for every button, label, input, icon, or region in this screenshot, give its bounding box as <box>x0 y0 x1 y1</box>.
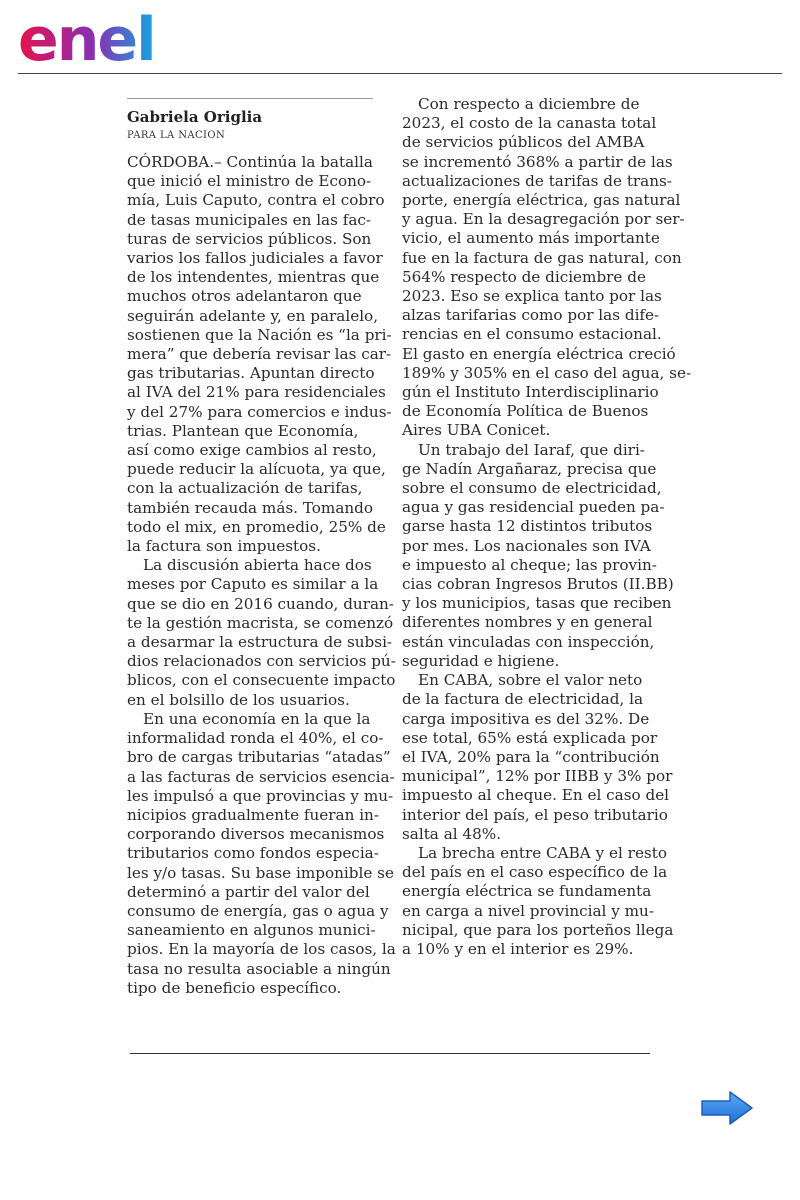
text-line: blicos, con el consecuente impacto <box>127 671 396 690</box>
text-line: nicipal, que para los porteños llega <box>402 920 674 939</box>
text-line: cias cobran Ingresos Brutos (II.BB) <box>402 575 674 594</box>
text-line: así como exige cambios al resto, <box>127 441 377 460</box>
text-line: determinó a partir del valor del <box>127 882 370 901</box>
text-line: seguridad e higiene. <box>402 651 560 670</box>
text-line: y los municipios, tasas que reciben <box>402 594 672 613</box>
article-column-left <box>127 153 396 998</box>
text-line: Con respecto a diciembre de <box>418 95 640 113</box>
text-line: varios los fallos judiciales a favor <box>127 249 383 268</box>
text-line: a 10% y en el interior es 29%. <box>402 939 634 958</box>
text-line: gún el Instituto Interdisciplinario <box>402 383 659 402</box>
text-line: y del 27% para comercios e indus- <box>127 402 392 421</box>
text-line: gas tributarias. Apuntan directo <box>127 364 375 383</box>
text-line: a desarmar la estructura de subsi- <box>127 633 393 652</box>
text-line: La brecha entre CABA y el resto <box>418 843 667 862</box>
text-line: energía eléctrica se fundamenta <box>402 882 652 901</box>
text-line: pios. En la mayoría de los casos, la <box>127 940 396 959</box>
text-line: que inició el ministro de Econo- <box>127 172 372 191</box>
text-line: informalidad ronda el 40%, el co- <box>127 729 384 748</box>
text-line: 2023. Eso se explica tanto por las <box>402 287 662 306</box>
text-line: bro de cargas tributarias “atadas” <box>127 748 391 767</box>
text-line: les y/o tasas. Su base imponible se <box>127 863 394 882</box>
text-line: todo el mix, en promedio, 25% de <box>127 517 386 536</box>
text-line: al IVA del 21% para residenciales <box>127 383 386 402</box>
header-divider <box>18 73 782 74</box>
text-line: mera” que debería revisar las car- <box>127 345 392 364</box>
text-line: sobre el consumo de electricidad, <box>402 479 662 498</box>
text-line: tipo de beneficio específico. <box>127 978 342 997</box>
text-line: del país en el caso específico de la <box>402 863 668 882</box>
text-line: consumo de energía, gas o agua y <box>127 901 389 920</box>
text-line: garse hasta 12 distintos tributos <box>402 517 653 536</box>
text-line: municipal”, 12% por IIBB y 3% por <box>402 767 673 786</box>
text-line: seguirán adelante y, en paralelo, <box>127 306 379 325</box>
text-line: vicio, el aumento más importante <box>402 229 660 248</box>
text-line: les impulsó a que provincias y mu- <box>127 786 394 805</box>
footer-divider <box>130 1053 650 1054</box>
text-line: e impuesto al cheque; las provin- <box>402 555 657 574</box>
text-line: sostienen que la Nación es “la pri- <box>127 325 392 344</box>
text-line: agua y gas residencial pueden pa- <box>402 498 665 517</box>
text-line: meses por Caputo es similar a la <box>127 575 379 594</box>
text-line: de Economía Política de Buenos <box>402 402 649 421</box>
byline-rule <box>127 98 373 99</box>
text-line: diferentes nombres y en general <box>402 613 653 632</box>
text-line: de servicios públicos del AMBA <box>402 133 645 152</box>
text-line: ge Nadín Argañaraz, precisa que <box>402 459 657 478</box>
author-name: Gabriela Origlia <box>127 108 263 126</box>
text-line: mía, Luis Caputo, contra el cobro <box>127 191 385 210</box>
text-line: La discusión abierta hace dos <box>143 556 372 575</box>
text-line: interior del país, el peso tributario <box>402 805 668 824</box>
text-line: el IVA, 20% para la “contribución <box>402 747 660 766</box>
text-line: 189% y 305% en el caso del agua, se- <box>402 363 692 382</box>
next-arrow-icon[interactable] <box>700 1090 754 1126</box>
article-column-right <box>402 95 692 959</box>
text-line: porte, energía eléctrica, gas natural <box>402 191 681 210</box>
text-line: corporando diversos mecanismos <box>127 825 385 844</box>
text-line: en el bolsillo de los usuarios. <box>127 690 350 709</box>
author-source: PARA LA NACION <box>127 130 226 141</box>
text-line: de la factura de electricidad, la <box>402 690 644 709</box>
text-line: a las facturas de servicios esencia- <box>127 767 395 786</box>
text-line: nicipios gradualmente fueran in- <box>127 805 379 824</box>
text-line: en carga a nivel provincial y mu- <box>402 901 654 920</box>
text-line: tasa no resulta asociable a ningún <box>127 959 391 978</box>
text-line: rencias en el consumo estacional. <box>402 325 662 344</box>
text-line: turas de servicios públicos. Son <box>127 229 372 248</box>
text-line: 564% respecto de diciembre de <box>402 267 646 286</box>
text-line: te la gestión macrista, se comenzó <box>127 613 394 632</box>
text-line: la factura son impuestos. <box>127 537 321 556</box>
text-line: dios relacionados con servicios pú- <box>127 652 396 671</box>
text-line: salta al 48%. <box>402 824 502 843</box>
logo-wordmark: enel <box>18 8 155 68</box>
text-line: saneamiento en algunos munici- <box>127 921 376 940</box>
text-line: de tasas municipales en las fac- <box>127 210 372 229</box>
text-line: puede reducir la alícuota, ya que, <box>127 460 386 479</box>
text-line: impuesto al cheque. En el caso del <box>402 786 670 805</box>
enel-logo <box>18 8 170 68</box>
text-line: fue en la factura de gas natural, con <box>402 248 682 267</box>
text-line: que se dio en 2016 cuando, duran- <box>127 594 394 613</box>
text-line: trias. Plantean que Economía, <box>127 421 359 440</box>
text-line: En CABA, sobre el valor neto <box>418 671 643 690</box>
text-line: ese total, 65% está explicada por <box>402 728 658 747</box>
text-line: están vinculadas con inspección, <box>402 632 655 651</box>
text-line: tributarios como fondos especia- <box>127 844 379 863</box>
text-line: Un trabajo del Iaraf, que diri- <box>418 440 645 459</box>
text-line: actualizaciones de tarifas de trans- <box>402 171 672 190</box>
text-line: y agua. En la desagregación por ser- <box>402 210 685 229</box>
text-line: Aires UBA Conicet. <box>402 421 551 440</box>
text-line: alzas tarifarias como por las dife- <box>402 306 660 325</box>
text-line: carga impositiva es del 32%. De <box>402 709 650 728</box>
text-line: de los intendentes, mientras que <box>127 268 380 287</box>
text-line: CÓRDOBA.– Continúa la batalla <box>127 153 373 171</box>
text-line: En una economía en la que la <box>143 709 371 728</box>
text-line: también recauda más. Tomando <box>127 498 374 517</box>
text-line: 2023, el costo de la canasta total <box>402 114 657 133</box>
text-line: se incrementó 368% a partir de las <box>402 152 673 171</box>
text-line: El gasto en energía eléctrica creció <box>402 344 676 363</box>
text-line: por mes. Los nacionales son IVA <box>402 536 651 555</box>
text-line: con la actualización de tarifas, <box>127 479 363 498</box>
text-line: muchos otros adelantaron que <box>127 287 362 306</box>
